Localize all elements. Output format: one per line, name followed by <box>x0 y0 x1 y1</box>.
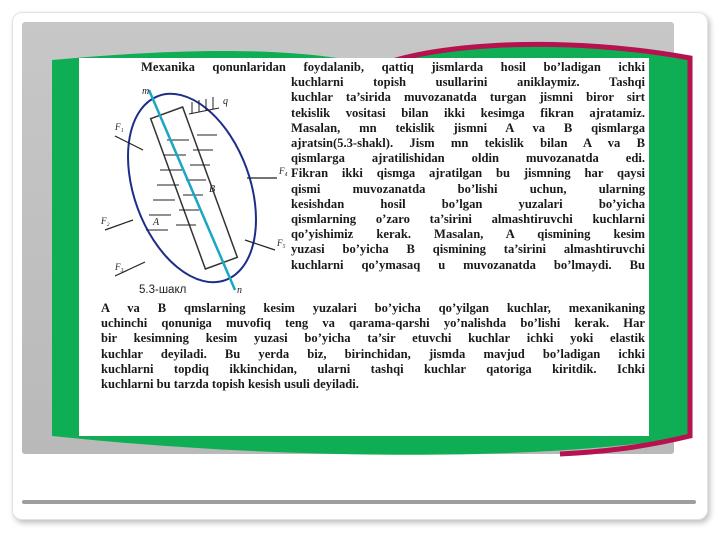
text-line: kuchlarni topdiq ikkinchidan, ularni tashqi kuchlar qatoriga kiritdik. Ichki <box>101 361 645 376</box>
text-line: kesishdan hosil bo’lgan yuzalari bo’yicha <box>291 196 645 211</box>
text-line: yuzasi bo’yicha B qismining ta’sirini almashtiruvchi <box>291 242 645 257</box>
text-line: Fikran ikki qismga ajratilgan bu jismning har qaysi <box>291 166 645 181</box>
paragraph-full-width <box>101 301 645 392</box>
label-n: n <box>237 285 242 295</box>
text-line: bir kesimning kesim yuzasi bo’yicha ta’sir etuvchi kuchlar ichki yoki elastik <box>101 331 645 346</box>
figure-caption: 5.3-шакл <box>139 284 187 296</box>
label-F4: F₄ <box>279 166 288 176</box>
text-line: kuchlarni qo’ymasaq u muvozanatda bo’lmaydi. Bu <box>291 257 645 272</box>
label-q: q <box>223 96 228 107</box>
text-line: kuchlar deyiladi. Bu yerda biz, birinchidan, jismda mavjud bo’ladigan ichki <box>101 346 645 361</box>
text-line: kuchlarni bu tarzda topish kesish usuli deyiladi. <box>101 377 359 392</box>
external-force-arrows <box>105 136 277 276</box>
figure-5-3 <box>97 80 297 295</box>
text-line: kuchlar ta’sirida muvozanatda turgan jismni biror sirt <box>291 90 645 105</box>
cutting-plane-mn <box>149 90 235 290</box>
section-strip <box>151 107 238 269</box>
internal-force-arrows <box>146 135 217 230</box>
text-line: qo’yishimiz kerak. Masalan, A qismining kesim <box>291 227 645 242</box>
label-F5: F₅ <box>277 238 286 248</box>
text-line: Masalan, mn tekislik jismni A va B qismlarga <box>291 120 645 135</box>
text-line: A va B qmslarning kesim yuzalari bo’yicha qo’yilgan kuchlar, mexanikaning <box>101 301 645 315</box>
label-m: m <box>142 86 150 97</box>
label-F1: F₁ <box>115 122 124 132</box>
text-line: qismi muvozanatda bo’lishi uchun, ularning <box>291 181 645 196</box>
slide-bottom-line <box>22 500 696 504</box>
text-line: kuchlarni topish usullarini aniklaymiz. Tashqi <box>291 75 645 90</box>
text-line: qismlarga ajratilishidan oldin muvozanatda edi. <box>291 151 645 166</box>
text-line: ajratsin(5.3-shakl). Jism mn tekislik bilan A va B <box>291 136 645 151</box>
label-A: A <box>153 217 160 228</box>
text-line: Mexanika qonunlaridan foydalanib, qattiq jismlarda hosil bo’ladigan ichki <box>141 60 645 74</box>
document-page <box>79 58 649 436</box>
label-F2: F₂ <box>101 216 110 226</box>
text-line: tekislik vositasi bilan ikki kesimga fikran ajratamiz. <box>291 105 645 120</box>
text-line: qismlarning o’zaro ta’sirini almashtiruvchi kuchlarni <box>291 212 645 227</box>
label-F3: F₃ <box>115 262 124 272</box>
label-B: B <box>209 184 216 195</box>
text-line: uchinchi qonuniga muvofiq teng va qarama-qarshi yo’nalishda bo’lishi kerak. Har <box>101 316 645 331</box>
